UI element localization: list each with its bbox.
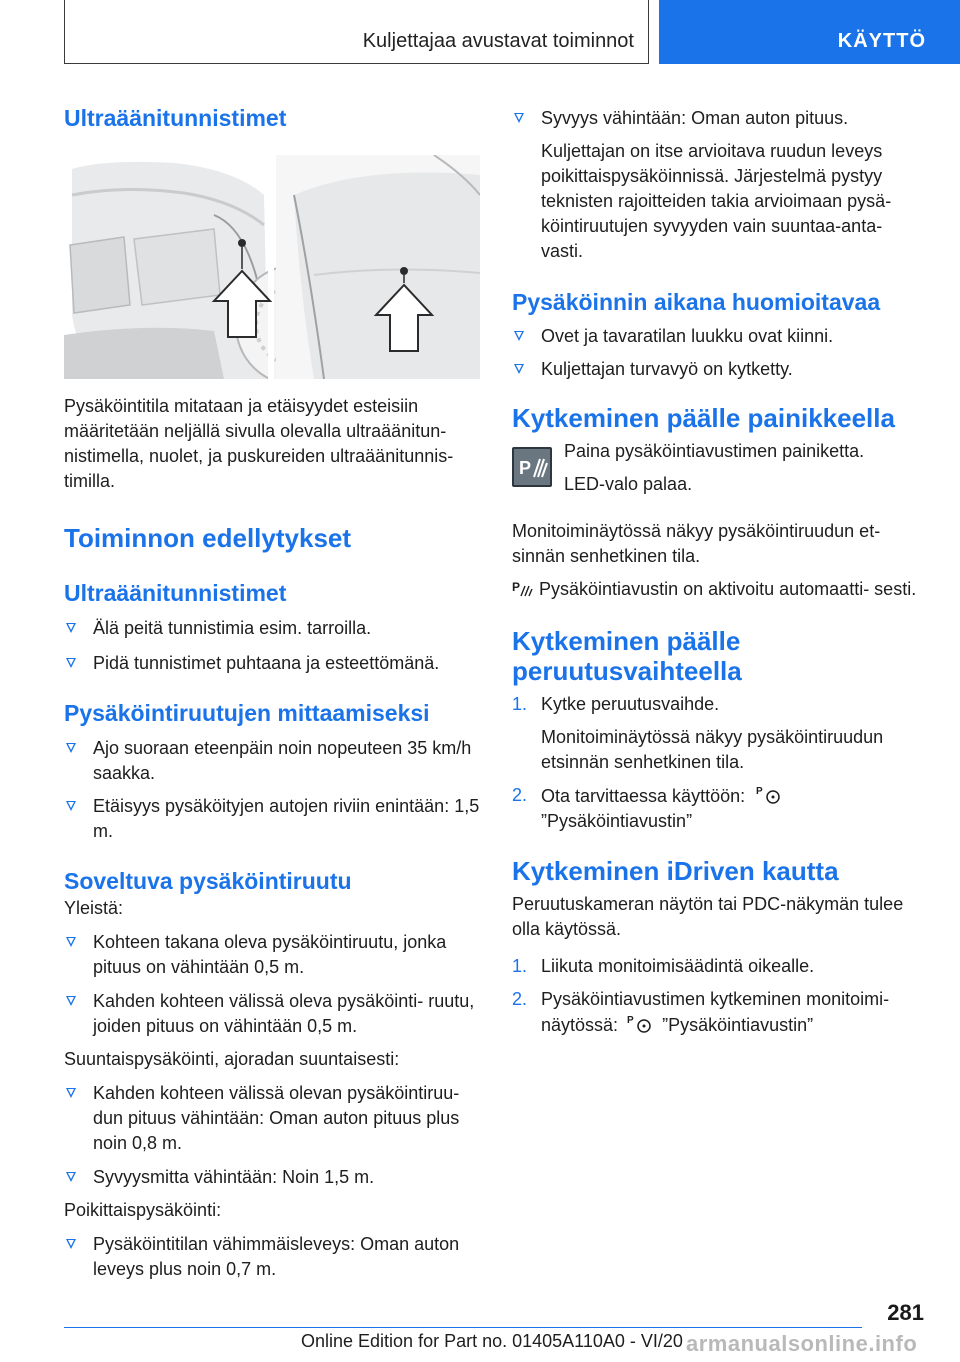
bullet-triangle-icon [66, 801, 76, 811]
list-item: Syvyysmitta vähintään: Noin 1,5 m. [64, 1165, 480, 1190]
parking-steering-icon [627, 1012, 653, 1034]
footer-divider [64, 1327, 862, 1328]
page-number: 281 [887, 1300, 924, 1325]
bullet-triangle-icon [66, 743, 76, 753]
list-item: Etäisyys pysäköityjen autojen riviin enintään: 1,5 m. [64, 794, 480, 844]
bullet-triangle-icon [514, 113, 524, 123]
list-item: Ovet ja tavaratilan luukku ovat kiinni. [512, 324, 928, 349]
parking-assistant-icon [512, 578, 534, 598]
list-item: Kahden kohteen välissä olevan pysäköintiruu- dun pituus vähintään: Oman auton pituus plus noin 0,8 m. [64, 1081, 480, 1156]
left-column [64, 100, 480, 1282]
list-item: Kuljettajan turvavyö on kytketty. [512, 357, 928, 382]
list-item: Pysäköintitilan vähimmäisleveys: Oman auton leveys plus noin 0,7 m. [64, 1232, 480, 1282]
list-item: Kahden kohteen välissä oleva pysäköinti- ruutu, joiden pituus on vähintään 0,5 m. [64, 989, 480, 1039]
parallel-label: Suuntaispysäköinti, ajoradan suuntaisesti: [64, 1049, 400, 1069]
general-label: Yleistä: [64, 898, 124, 918]
list-item: 2. Pysäköintiavustimen kytkeminen monitoimi- näytössä: P ”Pysäköintiavustin” [512, 989, 890, 1035]
car-sensor-illustration [64, 155, 480, 379]
svg-text:P: P [512, 580, 521, 594]
step-note: ”Pysäköintiavustin” [541, 811, 693, 831]
depth-note: Kuljettajan on itse arvioitava ruudun leveys poikittaispysäköinnissä. Järjestelmä pystyy teknisten rajoitteiden takia arvioimaan pysä- köintiruutujen syvyyden vain suuntaa-anta- vasti. [541, 141, 892, 261]
section-header-box [64, 0, 649, 64]
bullet-triangle-icon [66, 996, 76, 1006]
heading-notes: Pysäköinnin aikana huomioitavaa [512, 289, 881, 315]
auto-text-row: P Pysäköintiavustin on aktivoitu automaatti- sesti. [512, 579, 917, 599]
svg-text:P: P [627, 1015, 634, 1026]
step-note: Monitoiminäytössä näkyy pysäköintiruudun etsinnän senhetkinen tila. [541, 727, 884, 772]
bullet-triangle-icon [66, 937, 76, 947]
led-text: LED-valo palaa. [564, 474, 693, 494]
chapter-tab-label: KÄYTTÖ [837, 30, 926, 52]
page-header [64, 0, 960, 64]
edition-text: Online Edition for Part no. 01405A110A0 - VI/20 [301, 1331, 683, 1351]
section-title: Kuljettajaa avustavat toiminnot [362, 30, 634, 52]
list-item: Älä peitä tunnistimia esim. tarroilla. [64, 616, 480, 641]
right-column [512, 100, 928, 1038]
list-item: Ajo suoraan eteenpäin noin nopeuteen 35 km/h saakka. [64, 736, 480, 786]
list-item: Syvyys vähintään: Oman auton pituus. [512, 106, 928, 131]
bullet-triangle-icon [66, 1088, 76, 1098]
heading-sensors-2: Ultraäänitunnistimet [64, 580, 287, 606]
bullet-triangle-icon [66, 1172, 76, 1182]
heading-reverse: Kytkeminen päälle peruutusvaihteella [512, 626, 742, 686]
perpendicular-label: Poikittaispysäköinti: [64, 1200, 222, 1220]
parking-steering-icon [756, 783, 782, 805]
heading-measure: Pysäköintiruutujen mittaamiseksi [64, 700, 430, 726]
idrive-text: Peruutuskameran näytön tai PDC-näkymän tulee olla käytössä. [512, 894, 904, 939]
intro-text: Pysäköintitila mitataan ja etäisyydet esteisiin määritetään neljällä sivulla olevalla ultraäänitun- nistimella, nuolet, ja puskureiden ultraäänitunnis- timilla. [64, 396, 454, 491]
watermark: armanualsonline.info [686, 1331, 918, 1356]
heading-button: Kytkeminen päälle painikkeella [512, 403, 895, 433]
bullet-triangle-icon [514, 331, 524, 341]
bullet-triangle-icon [66, 623, 76, 633]
list-item: Pidä tunnistimet puhtaana ja esteettömänä. [64, 651, 480, 676]
chapter-tab[interactable] [659, 0, 960, 64]
monitor-text: Monitoiminäytössä näkyy pysäköintiruudun et- sinnän senhetkinen tila. [512, 521, 881, 566]
bullet-triangle-icon [514, 364, 524, 374]
heading-conditions: Toiminnon edellytykset [64, 523, 352, 553]
heading-sensors: Ultraäänitunnistimet [64, 105, 287, 131]
bullet-triangle-icon [66, 1239, 76, 1249]
parking-assistant-button-icon [512, 447, 552, 487]
heading-suitable: Soveltuva pysäköintiruutu [64, 868, 352, 894]
list-item: Kohteen takana oleva pysäköintiruutu, jonka pituus on vähintään 0,5 m. [64, 930, 480, 980]
list-item: 2. Ota tarvittaessa käyttöön: P [512, 783, 928, 809]
parking-button-row [512, 439, 928, 503]
svg-text:P: P [756, 786, 763, 797]
button-instruction: Paina pysäköintiavustimen painiketta. [564, 441, 865, 461]
list-item: 1. Kytke peruutusvaihde. [512, 694, 720, 714]
list-item: 1. Liikuta monitoimisäädintä oikealle. [512, 956, 815, 976]
sensor-figure [64, 155, 480, 379]
heading-idrive: Kytkeminen iDriven kautta [512, 856, 839, 886]
bullet-triangle-icon [66, 658, 76, 668]
svg-text:P: P [519, 458, 532, 478]
